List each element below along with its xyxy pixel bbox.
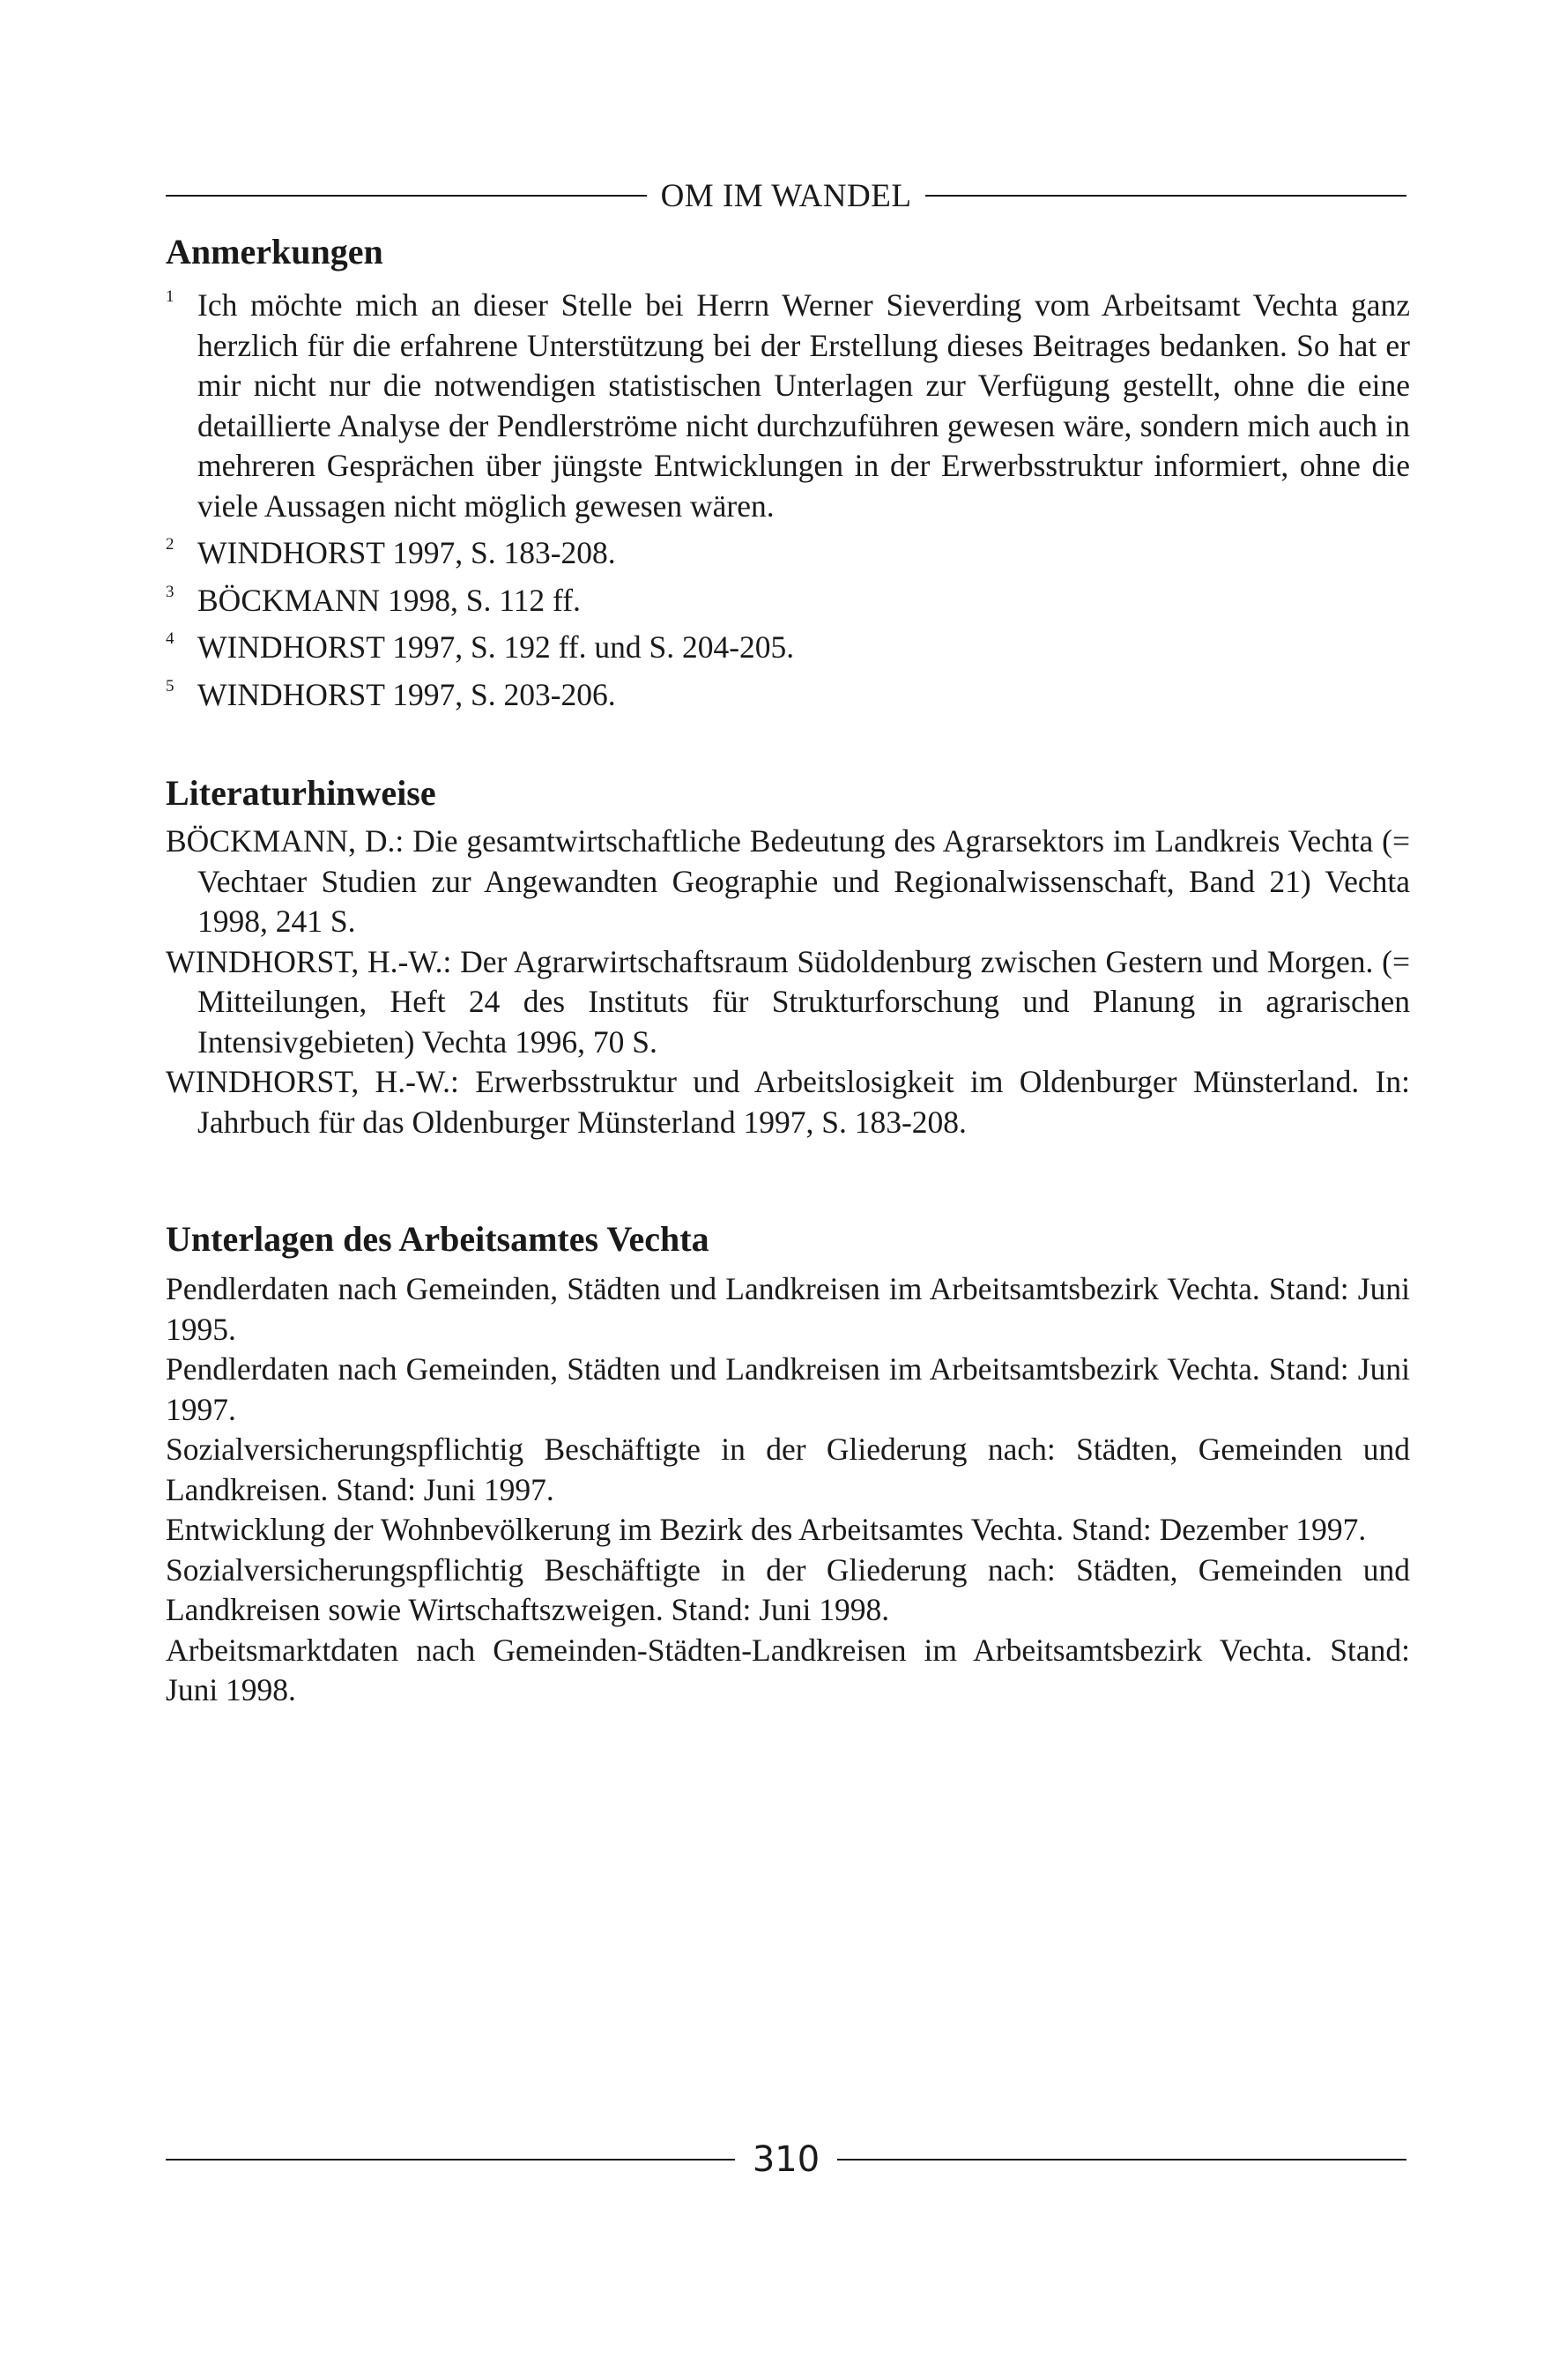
note-number: 3 bbox=[166, 582, 174, 601]
footer-rule-left bbox=[166, 2159, 735, 2161]
literature-entry: WINDHORST, H.-W.: Der Agrarwirtschaftsraum Südoldenburg zwischen Gestern und Morgen. (= Mitteilungen, Heft 24 des Instituts für Strukturforschung und Planung in agrarischen Intensivgebieten) Vechta 1996, 70 S. bbox=[166, 943, 1410, 1060]
literature-list bbox=[166, 822, 1410, 1142]
document-entry: Pendlerdaten nach Gemeinden, Städten und Landkreisen im Arbeitsamtsbezirk Vechta. Stand: Juni 1995. bbox=[166, 1271, 1410, 1347]
running-header bbox=[166, 169, 1406, 222]
note-text: Ich möchte mich an dieser Stelle bei Herrn Werner Sieverding vom Arbeitsamt Vechta ganz herzlich für die erfahrene Unterstützung bei der Erstellung dieses Beitrages bedanken. So hat er mir nicht nur die notwendigen statistischen Unterlagen zur Verfügung gestellt, ohne die eine detaillierte Analyse der Pendlerströme nicht durchzuführen gewesen wäre, sondern mich auch in mehreren Gesprächen über jüngste Entwicklungen in der Erwerbsstruktur informiert, ohne die viele Aussagen nicht möglich gewesen wären. bbox=[197, 287, 1410, 524]
documents-list bbox=[166, 1269, 1410, 1711]
note-number: 5 bbox=[166, 676, 174, 695]
note-item bbox=[166, 675, 1410, 716]
header-rule-left bbox=[166, 195, 647, 197]
note-number: 4 bbox=[166, 629, 174, 648]
note-number: 1 bbox=[166, 287, 174, 306]
literature-entry: WINDHORST, H.-W.: Erwerbsstruktur und Arbeitslosigkeit im Oldenburger Münsterland. In: Jahrbuch für das Oldenburger Münsterland 1997, S. 183-208. bbox=[166, 1064, 1410, 1140]
page-footer bbox=[166, 2133, 1406, 2186]
document-entry: Pendlerdaten nach Gemeinden, Städten und Landkreisen im Arbeitsamtsbezirk Vechta. Stand: Juni 1997. bbox=[166, 1351, 1410, 1427]
note-text: BÖCKMANN 1998, S. 112 ff. bbox=[197, 582, 581, 618]
document-entry: Arbeitsmarktdaten nach Gemeinden-Städten-Landkreisen im Arbeitsamtsbezirk Vechta. Stand: Juni 1998. bbox=[166, 1632, 1410, 1707]
footer-rule-right bbox=[837, 2159, 1406, 2161]
document-entry: Entwicklung der Wohnbevölkerung im Bezirk des Arbeitsamtes Vechta. Stand: Dezember 1997. bbox=[166, 1512, 1367, 1547]
literature-heading: Literaturhinweise bbox=[166, 773, 436, 813]
note-text: WINDHORST 1997, S. 183-208. bbox=[197, 535, 616, 570]
notes-heading: Anmerkungen bbox=[166, 232, 383, 271]
document-entry: Sozialversicherungspflichtig Beschäftigte in der Gliederung nach: Städten, Gemeinden und Landkreisen sowie Wirtschaftszweigen. Stand: Juni 1998. bbox=[166, 1551, 1410, 1627]
note-number: 2 bbox=[166, 535, 174, 554]
note-text: WINDHORST 1997, S. 192 ff. und S. 204-205. bbox=[197, 629, 795, 665]
notes-list bbox=[166, 286, 1410, 715]
documents-heading: Unterlagen des Arbeitsamtes Vechta bbox=[166, 1219, 709, 1259]
note-item bbox=[166, 581, 1410, 621]
note-item bbox=[166, 628, 1410, 668]
note-text: WINDHORST 1997, S. 203-206. bbox=[197, 676, 616, 712]
header-rule-right bbox=[925, 195, 1406, 197]
literature-entry: BÖCKMANN, D.: Die gesamtwirtschaftliche Bedeutung des Agrarsektors im Landkreis Vechta (= Vechtaer Studien zur Angewandten Geographie und Regionalwissenschaft, Band 21) Vechta 1998, 241 S. bbox=[166, 823, 1410, 939]
note-item bbox=[166, 533, 1410, 574]
note-item bbox=[166, 286, 1410, 526]
document-entry: Sozialversicherungspflichtig Beschäftigte in der Gliederung nach: Städten, Gemeinden und Landkreisen. Stand: Juni 1997. bbox=[166, 1432, 1410, 1507]
running-header-title: OM IM WANDEL bbox=[660, 177, 912, 214]
page-number: 310 bbox=[752, 2139, 820, 2180]
